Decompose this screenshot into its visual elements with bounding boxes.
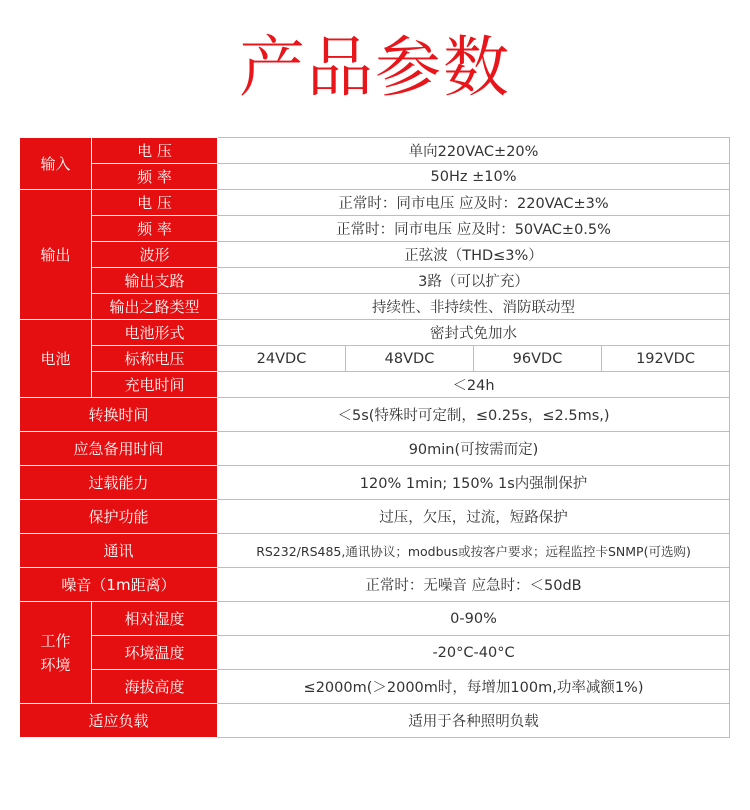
protection-value: 过压，欠压，过流，短路保护	[218, 500, 730, 534]
table-row	[20, 320, 730, 346]
protection-label: 保护功能	[20, 500, 218, 534]
table-row	[20, 216, 730, 242]
table-row	[20, 138, 730, 164]
output-waveform-name: 波形	[92, 242, 218, 268]
temperature-name: 环境温度	[92, 636, 218, 670]
output-circuit-type-value: 持续性、非持续性、消防联动型	[218, 294, 730, 320]
output-branches-name: 输出支路	[92, 268, 218, 294]
battery-form-value: 密封式免加水	[218, 320, 730, 346]
table-row	[20, 704, 730, 738]
backup-time-value: 90min(可按需而定)	[218, 432, 730, 466]
altitude-name: 海拔高度	[92, 670, 218, 704]
input-frequency-name: 频 率	[92, 164, 218, 190]
humidity-value: 0-90%	[218, 602, 730, 636]
table-row	[20, 466, 730, 500]
input-label: 输入	[20, 138, 92, 190]
battery-charge-time-value: ＜24h	[218, 372, 730, 398]
table-row	[20, 670, 730, 704]
overload-label: 过载能力	[20, 466, 218, 500]
output-frequency-name: 频 率	[92, 216, 218, 242]
environment-label	[20, 602, 92, 704]
switch-time-label: 转换时间	[20, 398, 218, 432]
load-value: 适用于各种照明负载	[218, 704, 730, 738]
table-row	[20, 398, 730, 432]
page-title: 产品参数	[239, 29, 511, 106]
table-row	[20, 294, 730, 320]
battery-voltage-option: 96VDC	[474, 346, 602, 372]
backup-time-label: 应急备用时间	[20, 432, 218, 466]
overload-value: 120% 1min; 150% 1s内强制保护	[218, 466, 730, 500]
output-voltage-name: 电 压	[92, 190, 218, 216]
battery-charge-time-name: 充电时间	[92, 372, 218, 398]
environment-label-text: 工作环境	[40, 631, 71, 674]
altitude-value: ≤2000m(＞2000m时，每增加100m,功率减额1%)	[218, 670, 730, 704]
battery-form-name: 电池形式	[92, 320, 218, 346]
table-row	[20, 432, 730, 466]
output-waveform-value: 正弦波（THD≤3%）	[218, 242, 730, 268]
battery-voltage-option: 48VDC	[346, 346, 474, 372]
humidity-name: 相对湿度	[92, 602, 218, 636]
table-row	[20, 242, 730, 268]
table-row	[20, 190, 730, 216]
input-voltage-name: 电 压	[92, 138, 218, 164]
table-row	[20, 268, 730, 294]
table-row	[20, 602, 730, 636]
battery-voltage-option: 24VDC	[218, 346, 346, 372]
output-frequency-value: 正常时：同市电压 应及时：50VAC±0.5%	[218, 216, 730, 242]
table-row	[20, 164, 730, 190]
spec-table	[19, 137, 730, 738]
output-branches-value: 3路（可以扩充）	[218, 268, 730, 294]
table-row	[20, 568, 730, 602]
table-row	[20, 346, 730, 372]
table-row	[20, 372, 730, 398]
communication-label: 通讯	[20, 534, 218, 568]
output-voltage-value: 正常时：同市电压 应及时：220VAC±3%	[218, 190, 730, 216]
battery-voltage-option: 192VDC	[602, 346, 730, 372]
noise-value: 正常时：无噪音 应急时：＜50dB	[218, 568, 730, 602]
input-frequency-value: 50Hz ±10%	[218, 164, 730, 190]
battery-label: 电池	[20, 320, 92, 398]
input-voltage-value: 单向220VAC±20%	[218, 138, 730, 164]
output-circuit-type-name: 输出之路类型	[92, 294, 218, 320]
battery-nominal-voltage-name: 标称电压	[92, 346, 218, 372]
communication-value: RS232/RS485,通讯协议；modbus或按客户要求；远程监控卡SNMP(可选购)	[218, 534, 730, 568]
table-row	[20, 636, 730, 670]
noise-label: 噪音（1m距离）	[20, 568, 218, 602]
table-row	[20, 500, 730, 534]
temperature-value: -20°C-40°C	[218, 636, 730, 670]
load-label: 适应负载	[20, 704, 218, 738]
table-row	[20, 534, 730, 568]
output-label: 输出	[20, 190, 92, 320]
switch-time-value: ＜5s(特殊时可定制，≤0.25s，≤2.5ms,)	[218, 398, 730, 432]
